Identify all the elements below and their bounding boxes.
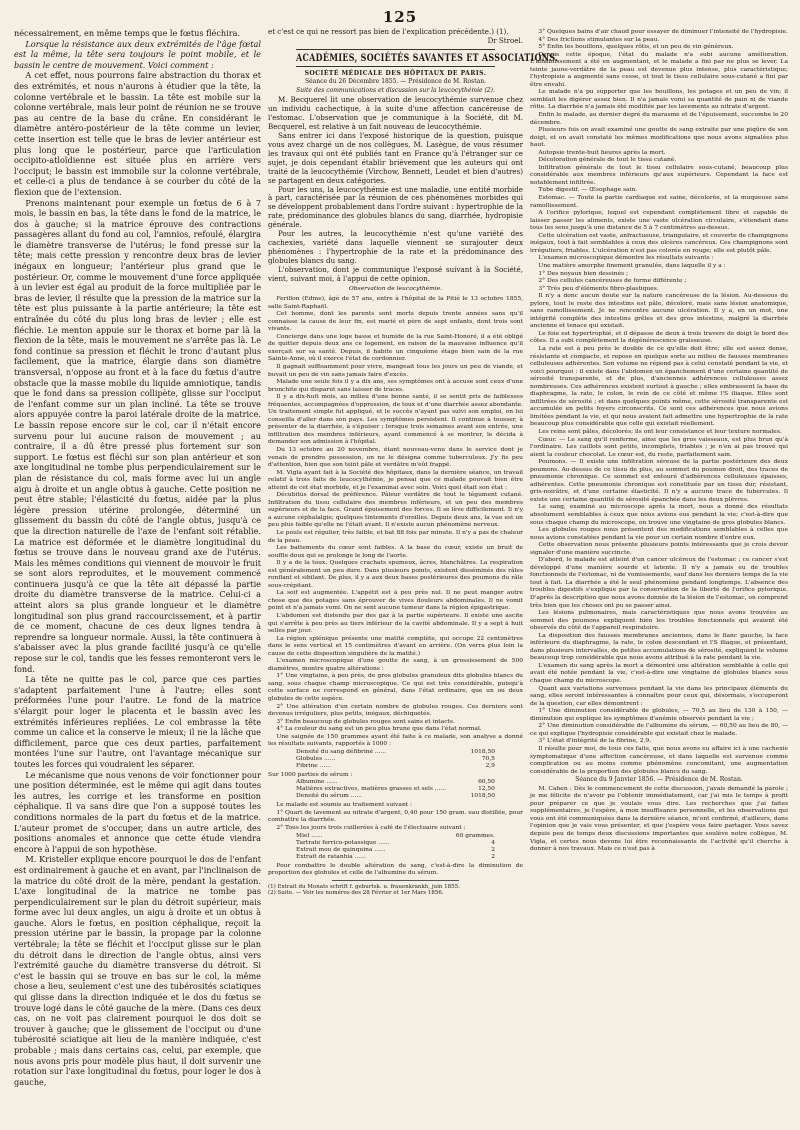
electuary-row — [296, 833, 495, 840]
society-report-paragraph: Pour les uns, la leucocythémie est une maladie, une entité morbide à part, caractérisée par la réunion de ces phénomènes morbides qui se développent probablement dans l'ordre suivant : hypertrophie de la rate, prédominance des globules blancs du sang, diarrhée, hydropisie générale. — [268, 184, 523, 230]
autopsy-paragraph: L'examen microscopique démontre les résultats suivants : — [538, 254, 714, 262]
section-heading: ACADÉMIES, SOCIÉTÉS SAVANTES ET ASSOCIATIONS. — [296, 49, 495, 67]
blood-analysis-label: Densité du sang défibriné ...... — [296, 748, 387, 755]
electuary-row — [296, 840, 495, 847]
autopsy-paragraph: 3° Très peu d'éléments fibro-plastiques. — [538, 284, 659, 292]
treatment-paragraph: 1° Quart de lavement au nitrate d'argent, 0,40 pour 150 gram. eau distillée, pour combattre la diarrhée. — [268, 808, 523, 824]
observation-paragraph: Décubitus dorsal de préférence. Pâleur verdâtre de tout le tégument cutané. Infiltration du tissu cellulaire des membres inférieurs, et un peu des membres supérieurs et de la face. Grand épuisement des forces. Il se lève difficilement. Il n'y a aucune céphalalgie; quelques tintements d'oreilles. Depuis deux ans, la vue est un peu plus faible qu'elle ne l'était avant. Il n'existe aucun phénomène nerveux. — [268, 491, 523, 529]
autopsy-paragraph: Décoloration générale de tout le tissu cutané. — [538, 156, 677, 164]
author-signature: Dr Stroel. — [487, 35, 523, 45]
autopsy-paragraph: Les lésions pulmonaires, mais caractéristiques que nous avons trouvées au sommet des poumons expliquent bien les troubles fonctionnels qui avaient été observés du côté de l'appareil respiratoire. — [530, 609, 788, 632]
electuary-label: Tartrate ferrico-potassique ...... — [296, 839, 390, 846]
treatment-intro: Le malade est soumis au traitement suivant : — [276, 801, 413, 809]
autopsy-paragraph: 2° Une diminution considérable de l'albumine du sérum, — 60,50 au lieu de 80, — ce qui explique l'hydropisie considérable qui existait chez le malade. — [530, 722, 788, 737]
autopsy-paragraph: 1° Des noyaux bien dessinés ; — [538, 269, 629, 277]
observation-paragraph: Du 13 octobre au 20 novembre, étant nouveau-venu dans le service dont je venais de prendre possession, on ne le désigna comme tuberculeux. J'y fis peu d'attention, bien que son teint pâle et verdâtre m'eût frappé. — [268, 445, 523, 469]
blood-analysis-label: Globules ...... — [296, 755, 336, 762]
large-paragraphs — [268, 96, 523, 283]
session-info: Séance du 26 Décembre 1855. — Présidence de M. Rostan. — [305, 78, 486, 86]
serum-analysis-label: Albumine ...... — [296, 779, 338, 786]
electuary-value: 2 — [491, 853, 495, 860]
observation-paragraph: 3° Enfin beaucoup de globules rouges sont sains et intacts. — [276, 717, 455, 725]
small-paragraphs — [268, 295, 523, 748]
society-report-paragraph: M. Becquerel lit une observation de leucocythémie survenue chez un individu cachectique, à la suite d'une affection cancéreuse de l'estomac. L'observation que je communique à la Société, dit M. Becquerel, est relative à un fait nouveau de leucocythémie. — [268, 95, 523, 132]
treatment-paragraph: 2° Tous les jours trois cuillerées à café de l'électuaire suivant : — [276, 824, 466, 832]
electuary-table — [296, 833, 495, 861]
serum-analysis-label: Matières extractives, matières grasses et sels ...... — [296, 786, 446, 793]
observation-paragraph: Le pouls est régulier, très faible, et bat 88 fois par minute. Il n'y a pas de chaleur de la peau. — [268, 528, 523, 544]
electuary-label: Extrait de ratanhia ...... — [296, 853, 366, 860]
autopsy-paragraph: Les globules rouges nous présentent des modifications semblables à celles que nous avions constatées pendant la vie pour un certain nombre d'entre eux. — [530, 526, 788, 541]
observation-paragraph: Une saignée de 150 grammes ayant été faite à ce malade, son analyse a donné les résultats suivants, rapportés à 1000 : — [268, 732, 523, 748]
autopsy-paragraph: Poumons. — Il existe une infiltration séreuse de la partie postérieure des deux poumons. Au-dessus de ce tissu de plus, au sommet du poumon droit, des traces de pneumonie chronique. Ce sommet est entouré d'adhérences celluleuses épaisses, adhérentes. Cette pneumonie chronique est constituée par un tissu dur, résistant, gris-noirâtre, et d'une certaine élasticité. Il n'y a aucune trace de tubercules. Il existe une certaine quantité de sérosité épanchée dans les deux plèvres. — [530, 458, 788, 503]
autopsy-paragraph: La rate est à peu près le double de ce qu'elle doit être; elle est assez dense, résistante et compacte, et repose en quelque sorte au milieu de fausses membranes celluleuses adhérentes. Son volume ne répond pas à celui constaté pendant la vie, et voici pourquoi : il existe dans l'abdomen un épanchement d'une certaine quantité de sérosité transparente, et de plus, d'anciennes adhérences celluleuses assez nombreuses. Ces adhérences existent surtout à gauche ; elles embrassent la base du diaphragme, la rate, le colon, le rein de ce côté et même l'S iliaque. Elles sont infiltrées de sérosité ; et dans quelques points même, cette sérosité transparente est accumulée en petits foyers circonscrits. Ce sont ces adhérences que nous avions limitées pendant la vie, et qui nous avaient fait admettre une hypertrophie de la rate beaucoup plus considérable que celle qui existait réellement. — [530, 344, 788, 428]
left-column-paragraph: La tête ne quitte pas le col, parce que ces parties s'adaptent parfaitement l'une à l'autre; elles sont préformées l'une pour l'autre. Le fond de la matrice s'élargit pour loger le placenta et le bassin avec les extrémités inférieures repliées. Le col embrasse la tête comme un calice et la conserve le mieux; il ne la lâche que difficilement, parce que ces deux parties, parfaitement montées l'une sur l'autre, ont l'avantage mécanique sur toutes les forces qui voudraient les séparer. — [14, 674, 261, 769]
observation-paragraph: Les battements du cœur sont faibles. A la base du cœur, existe un bruit de souffle doux qui se prolonge le long de l'aorte. — [268, 544, 523, 559]
observation-paragraph: Il y a dix-huit mois, au milieu d'une bonne santé, il se sentit pris de faiblesses fréquentes, accompagnées d'oppression, de toux et d'une diarrhée assez abondante. Un traitement simple fut appliqué, et le succès n'ayant pas suivi son emploi, on lui conseilla d'aller dans son pays. Les symptômes persistent. Il continue à tousser, à présenter de la diarrhée, à s'épuiser ; lorsque trois semaines avant son entrée, une infiltration des membres inférieurs, ayant commencé à se montrer, le décida à demander son admission à l'hôpital. — [268, 393, 523, 446]
footnotes — [268, 884, 523, 898]
autopsy-paragraph: 1° Une diminution considérable de globules, — 70,5 au lieu de 130 à 150, — diminution qui explique les symptômes d'anémie observés pendant la vie ; — [530, 707, 788, 722]
blood-analysis-label: Fibrine ...... — [296, 762, 331, 769]
autopsy-paragraph: 3° L'état d'intégrité de la fibrine, 2,9. — [538, 737, 652, 745]
footnote-paragraph: (2) Suite. — Voir les numéros des 28 Février et 1er Mars 1856. — [268, 890, 444, 897]
autopsy-paragraph: D'abord, le malade est atteint d'un cancer ulcéreux de l'estomac ; ce cancer s'est développé d'une manière sourde et latente. Il n'y a jamais eu de troubles fonctionnels de l'estomac, ni de vomissements, sauf dans les derniers temps de la vie tout à fait. La diarrhée a été le seul phénomène pendant longtemps. L'absence des troubles digestifs s'explique par la conservation de la liberté de l'orifice pylorique. D'après la description que nous avons donnée de la lésion de l'estomac, on comprend très bien que les choses ont pu se passer ainsi. — [530, 556, 788, 609]
electuary-row — [296, 847, 495, 854]
society-report-paragraph: L'observation, dont je communique l'exposé suivant à la Société, vient, suivant moi, à l'appui de cette opinion. — [268, 264, 523, 283]
serum-analysis-row — [296, 793, 495, 800]
observation-paragraph: 2° Une altération d'un certain nombre de globules rouges. Ces derniers sont devenus irréguliers, plus petits, inégaux, déchiquetés. — [268, 702, 523, 718]
autopsy-paragraph: Le sang, examiné au microscope après la mort, nous a donné des résultats absolument semblables à ceux que nous avions eus pendant la vie; c'est-à-dire que sous chaque champ du microscope, on trouve une vingtaine de gros globules blancs. — [530, 503, 788, 526]
autopsy-paragraph: Autopsie trente-huit heures après la mort. — [538, 148, 666, 156]
serum-analysis-table — [296, 779, 495, 800]
autopsy-paragraph: 4° Des frictions stimulantes sur la peau. — [538, 35, 660, 43]
session-topic: Suite des communications et discussion sur la leucocythémie (2). — [296, 86, 495, 94]
observation-paragraph: Malade une seule fois il y a dix ans, ses symptômes ont à accuse sont ceux d'une bronchite qui disparut sans laisser de traces. — [268, 378, 523, 393]
serum-analysis-value: 12,50 — [478, 786, 495, 793]
society-name: SOCIÉTÉ MÉDICALE DES HÔPITAUX DE PARIS. — [304, 69, 487, 77]
page-number: 125 — [382, 8, 418, 26]
electuary-value: 2 — [491, 846, 495, 853]
autopsy-paragraph: Cette ulcération est vaste, anfractueuse, triangulaire, et couverte de champignons inégaux, tout à fait semblables à ceux des ulcères cancéreux. Ces champignons sont irréguliers, friables. L'ulcération n'est pas colorée en rouge; elle est plutôt pâle. — [530, 231, 788, 254]
session-info-2: Séance du 9 Janvier 1856. — Présidence de M. Rostan. — [575, 776, 743, 784]
autopsy-paragraph: Le malade n'a pu supporter que les bouillons, les potages et un peu de vin; il semblait les digérer assez bien. Il n'a jamais vomi sa quantité de pain ni de viande rôtie. La diarrhée n'a jamais été modifiée par les lavements au nitrate d'argent. — [530, 88, 788, 111]
observation-paragraph: L'abdomen est distendu par des gaz à la partie supérieure. Il existe une ascite qui s'arrête à peu près au tiers inférieur de la cavité abdominale. Il y a sept à huit selles par jour. — [268, 612, 523, 635]
blood-analysis-value: 1018,50 — [470, 748, 495, 755]
autopsy-paragraph: Plusieurs fois on avait examiné une goutte de sang extraite par une piqûre de son doigt, et on avait constaté les mêmes modifications que nous avons signalées plus haut. — [530, 126, 788, 149]
autopsy-paragraph: Estomac. — Toute la partie cardiaque est saine, décolorée, et la muqueuse sans ramollissement. — [530, 194, 788, 209]
blood-analysis-row — [296, 763, 495, 770]
autopsy-paragraph: Le foie est hypertrophié, et il dépasse de deux à trois travers de doigt le bord des côtes. Il a subi complètement la dégénérescence graisseuse. — [530, 329, 788, 345]
column-right — [530, 28, 788, 1124]
autopsy-paragraph: L'examen du sang après la mort a démontré une altération semblable à celle qui avait été notée pendant la vie, c'est-à-dire une vingtaine de globules blancs sous chaque champ du microscope. — [530, 661, 788, 685]
footnote-paragraph: (1) Extrait du Monats schrift f. geburtsk. u. frauenkrankh, juin 1855. — [268, 883, 460, 890]
autopsy-paragraph: 2° Des cellules cancéreuses de forme différente ; — [538, 277, 687, 285]
autopsy-paragraph: Depuis cette époque, l'état du malade n'a subi aucune amélioration. L'affaiblissement a été en augmentant, et le malade a fini par ne plus se lever. La teinte jaune-verdâtre de la peau est devenue plus intense, plus caractéristique; l'hydropisie a augmenté sans cesse, et tout le tissu cellulaire sous-cutané a fini par être envahi. — [530, 50, 788, 88]
autopsy-paragraph: 3° Quelques bains d'air chaud pour essayer de diminuer l'intensité de l'hydropisie. — [538, 28, 788, 35]
closing-text: Pour combattre le double altération du sang, c'est-à-dire la diminution de proportion des globules et celle de l'albumine du sérum. — [268, 861, 523, 877]
footnote-rule — [332, 880, 460, 881]
serum-analysis-value: 60,50 — [478, 779, 495, 786]
autopsy-paragraph: A l'orifice pylorique, lequel est cependant complètement libre et capable de laisser passer les aliments, existe une vaste ulcération circulaire, s'étendant dans tous les sens jusqu'à une distance de 5 à 7 centimètres au-dessus. — [530, 209, 788, 232]
society-report-paragraph: Sans entrer ici dans l'exposé historique de la question, puisque vous avez chargé un de nos collègues, M. Lasègue, de vous résumer les travaux qui ont été publiés tant en France qu'à l'étranger sur ce sujet, je dois cependant établir brièvement que les auteurs qui ont traité de la leucocythémie (Virchow, Bennett, Leudet et bien d'autres) se partagent en deux catégories. — [268, 131, 523, 185]
serum-intro: Sur 1000 parties de sérum : — [268, 770, 353, 778]
autopsy-paragraph: Enfin le malade, au dernier degré du marasme et de l'épuisement, succombe le 20 décembre. — [530, 111, 788, 126]
blood-analysis-table — [296, 749, 495, 770]
observation-paragraph: Ferillon (Edme), âgé de 57 ans, entre à l'hôpital de la Pitié le 13 octobre 1855, salle Saint-Raphaël. — [268, 295, 523, 310]
serum-analysis-label: Densité du sérum ...... — [296, 793, 362, 800]
electuary-row — [296, 854, 495, 861]
autopsy-paragraph: Infiltration générale de tout le tissu cellulaire sous-cutané, beaucoup plus considérable aux membres inférieurs qu'aux supérieurs. Cependant la face est notablement infiltrée. — [530, 163, 788, 186]
observation-paragraph: Il y a de la toux. Quelques crachats spumeux, âcres, blanchâtres. La respiration est généralement un peu dure. Dans plusieurs points, existent disséminés des râles ronflant et sibilant. De plus, il y a aux deux bases postérieures des poumons du râle sous-crépitant. — [268, 559, 523, 589]
electuary-value: 4 — [491, 839, 495, 846]
observation-paragraph: 1° Une vingtaine, à peu près, de gros globules granuleux dits globules blancs du sang, sous chaque champ microscopique. Ce qui est très considérable, puisqu'à cette surface ne correspond en général, dans l'état ordinaire, que un ou deux globules de cette espèce. — [268, 672, 523, 703]
column-middle — [268, 27, 559, 1124]
treatment-list — [268, 809, 523, 832]
autopsy-paragraph: Il résulte pour moi, de tous ces faits, que nous avons eu affaire ici à une cachexie symptomatique d'une affection cancéreuse, et dans laquelle est survenue comme complication ou au moins comme phénomène concomitant, une augmentation considérable de la proportion des globules blancs du sang. — [530, 744, 788, 775]
blood-analysis-value: 2,9 — [485, 762, 495, 769]
observation-paragraph: 4° La couleur du sang est un peu plus brune que dans l'état normal. — [276, 725, 482, 733]
observation-paragraph: M. Vigla ayant fait à la Société des hôpitaux, dans la dernière séance, un travail relatif à trois faits de leucocythémie, je pensai que ce malade pouvait bien être atteint de cet état morbide, et je l'examinai avec soin. Voici quel était son état : — [268, 468, 523, 491]
observation-paragraph: La soif est augmentée. L'appétit est à peu près nul. Il ne peut manger autre chose que des potages sans éprouver de vives douleurs abdominales. Il ne vomit point et n'a jamais vomi. On ne sent aucune tumeur dans la région épigastrique. — [268, 589, 523, 612]
electuary-value: 60 grammes. — [455, 832, 495, 839]
observation-title: Observation de leucocythémie. — [348, 285, 443, 293]
observation-paragraph: Concierge dans une loge basse et humide de la rue Saint-Honoré, il a été obligé de quitter depuis deux ans ce logement, en raison de la mauvaise influence qu'il exerçait sur sa santé. Depuis, il habite un cinquième étage bien sain de la rue Sainte-Anne, où il exerce l'état de cordonnier. — [268, 332, 523, 363]
electuary-label: Miel ...... — [296, 832, 323, 839]
autopsy-paragraph: La disposition des fausses membranes anciennes, dans le flanc gauche, la face inférieure du diaphragme, la rate, le colon descendant et l'S iliaque, et présentant, dans plusieurs intervalles, de petites accumulations de sérosité, expliquent le volume beaucoup trop considérable que nous avons attribué à la rate pendant la vie. — [530, 631, 788, 662]
left-column-paragraph: Le mécanisme que nous venons de voir fonctionner pour une position déterminée, est le même qui agit dans toutes les autres, les corrige et les transforme en position céphalique. Il va sans dire que l'on a supposé toutes les conditions normales de la part du fœtus et de la matrice. L'auteur promet de s'occuper, dans un autre article, des positions anomales et annonce que cette étude viendra encore à l'appui de son hypothèse. — [14, 769, 261, 854]
autopsy-paragraph: Il n'y a donc aucun doute sur la nature cancéreuse de la lésion. Au-dessous du pylore, tout le reste des intestins est pâle, décoloré, mais sans lésion anatomique, sans ramollissement. Je ne rencontre aucune ulcération. Il y a, en un mot, une intégrité complète des intestins grêles et des gros intestins, malgré la diarrhée ancienne et tenace qui existait. — [530, 292, 788, 330]
left-column-paragraph: Lorsque la résistance aux deux extrémités de l'âge fœtal est la même, la tête sera toujours le point mobile, et le bassin le centre de mouvement. Voici comment : — [14, 38, 261, 70]
final-paragraph: M. Cahen : Dès le commencement de cette discussion, j'avais demandé la parole ; je me félicite de n'avoir pu l'obtenir immédiatement, car j'ai mis le temps à profit pour préparer ce que je voulais vous dire. Les recherches que j'ai faites supplémentaires, je l'espère, à mon insuffisance personnelle, et les observations qui vous ont été communiquées dans la dernière séance, m'ont confirmé, d'ailleurs, dans l'opinion que je vais vous présenter, et que j'espère vous faire partager. Vous savez depuis peu de temps deux discussions importantes que soulève notre collègue, M. Vigla, et certes nous devons lui être reconnaissants de l'activité qu'il cherche à donner à nos travaux. Mais ce n'est pas à — [530, 784, 788, 853]
electuary-label: Extrait mou de quinquina ...... — [296, 846, 386, 853]
intro-text: et c'est ce qui ne ressort pas bien de l'explication précédente.) (1). — [268, 27, 509, 36]
column-left — [14, 28, 261, 1124]
serum-analysis-value: 1018,50 — [470, 793, 495, 800]
blood-analysis-value: 70,5 — [481, 755, 495, 762]
observation-paragraph: Il gagnait suffisamment pour vivre, mangeait tous les jours un peu de viande, et buvait un peu de vin sans jamais faire d'excès. — [268, 362, 523, 378]
blood-analysis-row — [296, 749, 495, 756]
left-column-paragraph: Prenons maintenant pour exemple un fœtus de 6 à 7 mois, le bassin en bas, la tête dans le fond de la matrice, le dos à gauche; si la matrice éprouve des contractions passagères allant du fond au col, l'amnios, refoulé, élargira le diamètre transverse de l'utérus; le fond presse sur la tête; mais cette pression y rencontre deux bras de levier inégaux en longueur; l'antérieur plus grand que le postérieur. Or, comme le mouvement d'une force appliquée à un levier est égal au produit de la force multipliée par le bras de levier, il résulte que la pression de la matrice sur la tête est plus puissante à la partie antérieure; la tête est entraînée du côté du plus long bras de levier ; elle est fléchie. Le menton appuie sur le thorax et borne par là la flexion de la tête, mais le mouvement ne s'arrête pas là. Le fond continue sa pression et fléchit le tronc d'autant plus facilement, que la matrice, élargie dans son diamètre transversal, n'oppose au front et à la face du fœtus d'autre obstacle que la masse mobile du liquide amniotique, tandis que le fond dans sa pression collipète, glisse sur l'occiput de l'enfant comme sur un plan incliné. La tête se trouve alors appuyée contre la paroi latérale droite de la matrice. Le bassin repose encore sur le col, car il n'était encore survenu pour lui aucune raison de mouvement ; au contraire, il a dû être pressé plus fortement sur son support. Le fœtus est fléchi sur son plan antérieur et son axe longitudinal ne tombe plus perpendiculairement sur le plan de résistance du col, mais forme avec lui un angle aigu à droite et un angle obtus à gauche. Cette position ne peut être stable; l'élasticité du fœtus, aidée par la plus légère pression utérine prolongée, déterminé un glissement du bassin du côté de l'angle obtus, jusqu'à ce que la direction naturelle de l'axe de l'enfant soit rétablie. La matrice est déformée et le diamètre longitudinal du fœtus se trouve dans le nouveau grand axe de l'utérus. Mais les mêmes conditions qui viennent de mouvoir le fruit se sont alors reproduites, et le mouvement commencé continuera jusqu'à ce que la tête ait dépassé la partie droite du diamètre transverse de la matrice. Celui-ci a atteint alors sa plus grande longueur et le diamètre longitudinal son plus grand raccourcissement, et à partir de ce moment, chacune de ces deux lignes tendra à reprendre sa longueur normale. Aussi, la tête continuera à s'abaisser avec la plus grande facilité jusqu'à ce qu'elle repose sur le col, tandis que les fesses remonteront vers le fond. — [14, 197, 261, 674]
left-column-paragraph: M. Kristeller explique encore pourquoi le dos de l'enfant est ordinairement à gauche et en avant, par l'inclinaison de la matrice du côté droit de la mère, pendant la gestation. L'axe longitudinal de la matrice ne tombe pas perpendiculairement sur le plan du détroit supérieur, mais forme avec lui deux angles, un aigu à droite et un obtus à gauche. Alors le fœtus, en position céphalique, reçoit la pression utérine par le bassin, la propage par la colonne vertébrale; la tête se fléchit et l'occiput glisse sur le plan du détroit dans le direction de l'angle obtus, ainsi vers l'extrémité gauche du diamètre transverse du détroit. Si c'est le bassin qui se trouve en bas sur le col, la même chose a lieu, seulement c'est une des tubérosités sciatiques qui glisse dans la direction indiquée et le dos du fœtus se trouve logé dans le côté gauche de la mère. (Dans ces deux cas, on ne voit pas clairement pourquoi le dos doit se trouver à gauche; que le glissement de l'occiput ou d'une tubérosité sciatique ait lieu de la manière indiquée, c'est probable ; mais dans certains cas, celui, par exemple, que nous avons pris pour modèle plus haut, il doit survenir une rotation sur l'axe longitudinal du fœtus, pour loger le dos à gauche, — [14, 854, 261, 1087]
left-column-paragraph: nécessairement, en même temps que le fœtus fléchira. — [14, 28, 241, 38]
left-column-paragraph: A cet effet, nous pourrons faire abstraction du thorax et des extrémités, et nous n'aurons à étudier que la tête, la colonne vertébrale et le bassin. La tête est mobile sur la colonne vertébrale, mais leur point de réunion ne se trouve pas au centre de la base du crâne. En considérant le diamètre antéro-postérieur de la tête comme un levier, cette insertion est telle que le bras de levier antérieur est plus long que le postérieur, parce que l'articulation occipito-atloïdienne est située plus en arrière vers l'occiput; le bassin est immobile sur la colonne vertébrale, et celle-ci a plus de tendance à se courber du côté de la flexion que de l'extension. — [14, 70, 261, 197]
observation-paragraph: La région splénique présente une matité complète, qui occupe 22 centimètres dans le sens vertical et 15 centimètres d'avant en arrière. (On verra plus loin la cause de cette disposition singulière de la matité.) — [268, 634, 523, 657]
autopsy-paragraph: 5° Enfin les bouillons, quelques rôtis, et un peu de vin généreux. — [538, 43, 734, 51]
autopsy-paragraph: Cœur. — Le sang qu'il renferme, ainsi que les gros vaisseaux, est plus brun qu'à l'ordinaire. Les caillots sont petits, incomplets, friables ; je n'en ai pas trouvé qui aient la couleur chocolat. Le cœur est, du reste, parfaitement sain. — [530, 435, 788, 458]
autopsy-paragraph: Cette observation nous présente plusieurs points intéressants que je crois devoir signaler d'une manière succincte. — [530, 541, 788, 556]
blood-analysis-row — [296, 756, 495, 763]
observation-paragraph: L'examen microscopique d'une goutte de sang, à un grossissement de 500 diamètres, montre quatre altérations : — [268, 657, 523, 672]
autopsy-paragraph: Les reins sont pâles, décolorés; ils ont leur consistance et leur texture normales. — [538, 427, 782, 435]
society-report-paragraph: Pour les autres, la leucocythémie n'est qu'une variété des cachexies, variété dans laquelle viennent se surajouter deux phénomènes : l'hypertrophie de la rate et la prédominance des globules blancs du sang. — [268, 229, 523, 265]
autopsy-paragraph: Tube digestif. — Œsophage sain. — [538, 186, 638, 194]
autopsy-paragraph: Quant aux variations survenues pendant la vie dans les principaux éléments du sang, elles seront intéressantes à connaître pour ceux qui, désormais, s'occuperont de la question, car elles démontrent : — [530, 684, 788, 707]
autopsy-paragraph: Une matière amorphe finement granulée, dans laquelle il y a : — [538, 261, 726, 269]
right-paragraphs — [530, 28, 788, 775]
observation-paragraph: Cet homme, dont les parents sont morts depuis trente années sans qu'il connaisse la cause de leur fin, est marié et père de sept enfants, dont trois sont vivants. — [268, 310, 523, 333]
